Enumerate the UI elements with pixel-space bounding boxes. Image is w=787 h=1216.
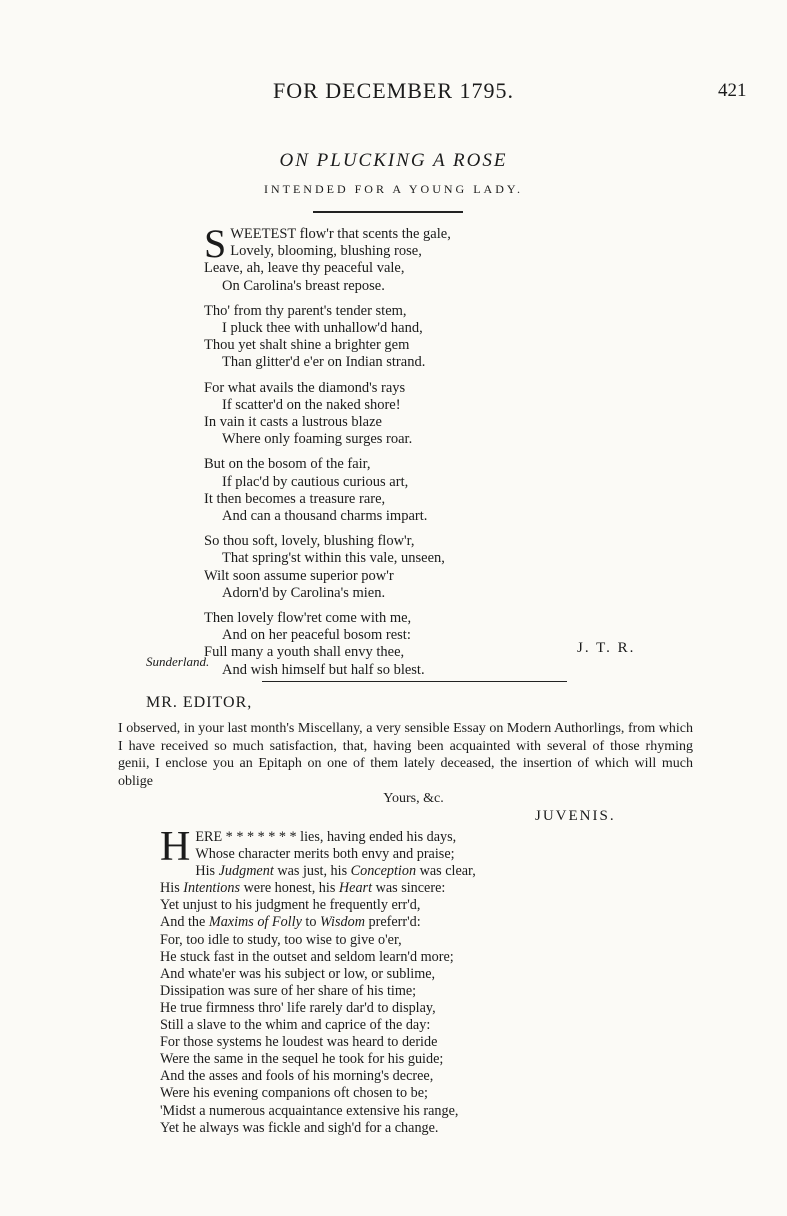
epitaph-line: For those systems he loudest was heard to deride (160, 1034, 438, 1051)
page-number: 421 (718, 80, 747, 101)
poem-stanza (204, 303, 624, 372)
poem-line: SWEETEST flow'r that scents the gale, (204, 221, 451, 266)
epitaph-line: Dissipation was sure of her share of his time; (160, 982, 417, 999)
drop-cap: S (204, 221, 227, 266)
epitaph-line: Were the same in the sequel he took for his guide; (160, 1051, 444, 1068)
poem-stanza (204, 533, 624, 602)
drop-cap: H (160, 824, 191, 870)
epitaph-line: His Intentions were honest, his Heart was sincere: (160, 880, 446, 897)
poem-line: If scatter'd on the naked shore! (222, 396, 401, 413)
letter-body (118, 720, 693, 790)
epitaph-line: Still a slave to the whim and caprice of the day: (160, 1017, 431, 1034)
epitaph-line: Whose character merits both envy and praise; (195, 846, 455, 863)
poem-line: Then lovely flow'ret come with me, (204, 610, 412, 627)
poem-place: Sunderland. (146, 654, 210, 669)
epitaph-line: And whate'er was his subject or low, or sublime, (160, 965, 436, 982)
epitaph-line: Were his evening companions oft chosen to be; (160, 1085, 428, 1102)
epitaph-line: And the asses and fools of his morning's decree, (160, 1068, 434, 1085)
poem-line: Wilt soon assume superior pow'r (204, 567, 394, 584)
poem-line: It then becomes a treasure rare, (204, 490, 386, 507)
poem-body (204, 221, 624, 687)
poem-stanza (204, 610, 624, 679)
epitaph-line: Yet unjust to his judgment he frequently err'd, (160, 897, 421, 914)
epitaph-line: 'Midst a numerous acquaintance extensive his range, (160, 1102, 459, 1119)
poem-line: Adorn'd by Carolina's mien. (222, 584, 386, 601)
poem-line: In vain it casts a lustrous blaze (204, 414, 382, 431)
poem-line: And on her peaceful bosom rest: (222, 627, 411, 644)
poem-line: But on the bosom of the fair, (204, 456, 371, 473)
letter-closing: Yours, &c. (383, 791, 444, 806)
poem-line: For what avails the diamond's rays (204, 379, 406, 396)
poem-line: That spring'st within this vale, unseen, (222, 550, 445, 567)
title-divider (313, 211, 463, 213)
letter-salutation: MR. EDITOR, (146, 694, 253, 711)
poem-line: And wish himself but half so blest. (222, 661, 425, 678)
poem-line: Tho' from thy parent's tender stem, (204, 302, 407, 319)
poem-line: Than glitter'd e'er on Indian strand. (222, 354, 426, 371)
epitaph-body (160, 824, 680, 1137)
epitaph-line: He stuck fast in the outset and seldom learn'd more; (160, 948, 454, 965)
epitaph-line: HERE * * * * * * * lies, having ended his days, (160, 824, 457, 870)
epitaph-line: For, too idle to study, too wise to give o'er, (160, 931, 402, 948)
epitaph-line: His Judgment was just, his Conception was clear, (195, 863, 476, 880)
poem-stanza (204, 456, 624, 525)
poem-line: Leave, ah, leave thy peaceful vale, (204, 260, 405, 277)
poem-title: ON PLUCKING A ROSE (279, 150, 508, 171)
poem-line: And can a thousand charms impart. (222, 508, 428, 525)
poem-line: Lovely, blooming, blushing rose, (230, 243, 422, 260)
epitaph-line: He true firmness thro' life rarely dar'd to display, (160, 999, 436, 1016)
poem-line: If plac'd by cautious curious art, (222, 473, 409, 490)
poem-subtitle: INTENDED FOR A YOUNG LADY. (263, 182, 523, 196)
poem-line: On Carolina's breast repose. (222, 277, 385, 294)
epitaph-line: And the Maxims of Folly to Wisdom preferr'd: (160, 914, 421, 931)
poem-line: Thou yet shalt shine a brighter gem (204, 337, 410, 354)
poem-signature: J. T. R. (577, 640, 636, 656)
poem-stanza (204, 221, 624, 295)
running-head: FOR DECEMBER 1795. (272, 78, 515, 103)
poem-line: Where only foaming surges roar. (222, 431, 413, 448)
poem-stanza (204, 380, 624, 449)
letter-paragraph: I observed, in your last month's Miscellany, a very sensible Essay on Modern Authorlings, from which I have received so much satisfaction, that, having been acquainted with several of those rhyming genii, I enclose you an Epitaph on one of them lately deceased, the insertion of which will much oblige (118, 721, 693, 789)
poem-line: I pluck thee with unhallow'd hand, (222, 320, 423, 337)
poem-line: So thou soft, lovely, blushing flow'r, (204, 533, 415, 550)
letter-signature: JUVENIS. (535, 808, 616, 824)
poem-line: Full many a youth shall envy thee, (204, 644, 405, 661)
epitaph-line: Yet he always was fickle and sigh'd for a change. (160, 1119, 439, 1136)
section-divider (262, 681, 567, 682)
